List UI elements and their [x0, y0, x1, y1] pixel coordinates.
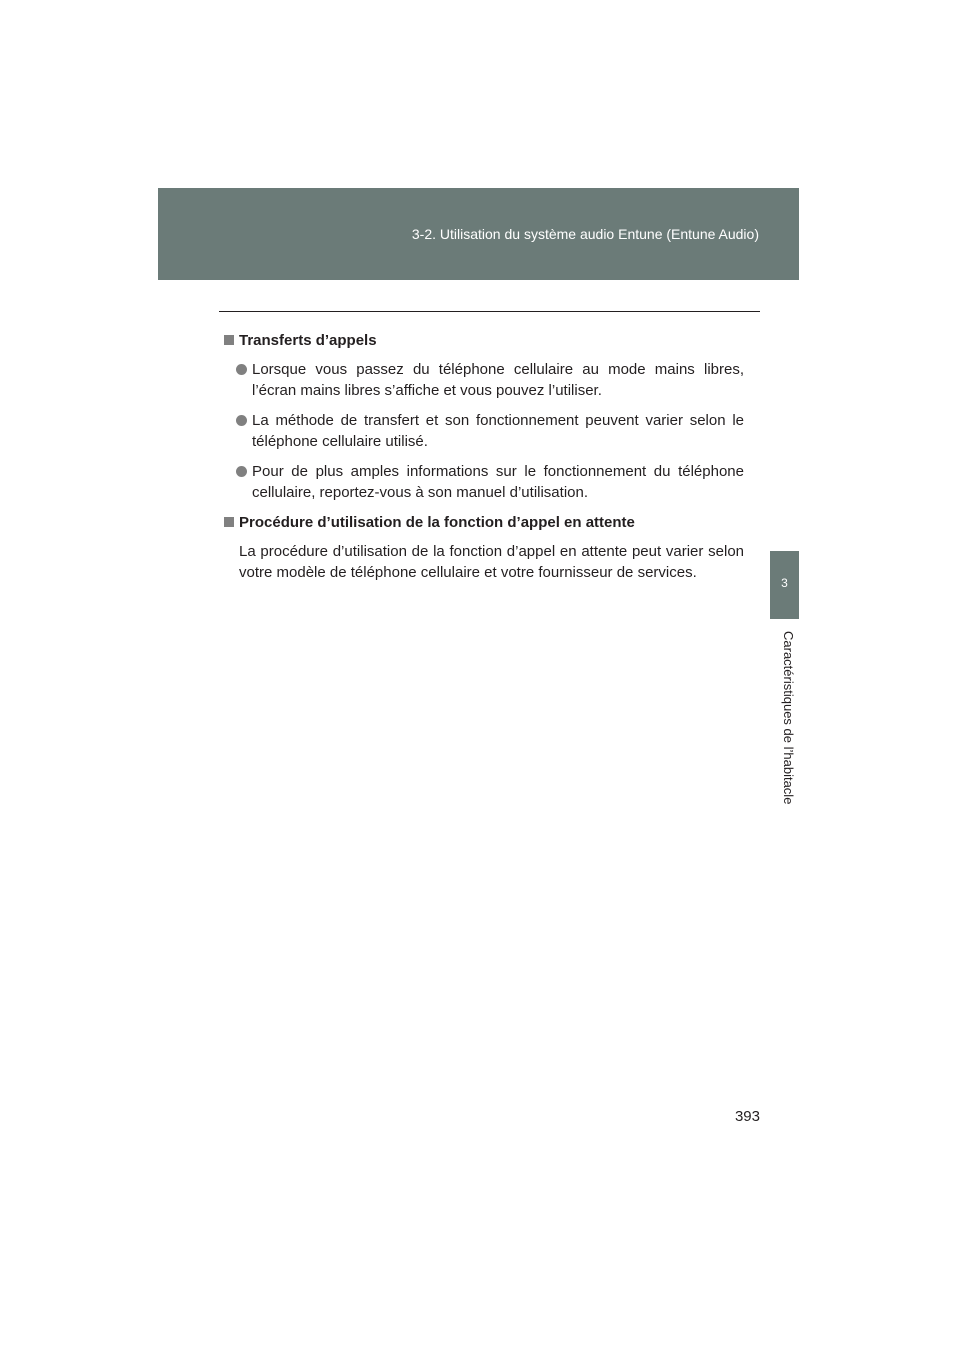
- section-breadcrumb: 3-2. Utilisation du système audio Entune (Entune Audio): [411, 226, 759, 242]
- list-item-text: Pour de plus amples informations sur le fonctionnement du téléphone cellulaire, reportez-vous à son manuel d’utilisation.: [252, 463, 744, 501]
- chapter-label: Caractéristiques de l’habitacle: [781, 631, 796, 805]
- circle-bullet-icon: [236, 415, 247, 426]
- list-item: [224, 461, 744, 503]
- list-item-text: La méthode de transfert et son fonctionnement peuvent varier selon le téléphone cellulaire utilisé.: [252, 412, 744, 450]
- chapter-number: 3: [781, 576, 788, 590]
- square-bullet-icon: [224, 517, 234, 527]
- section-paragraph: La procédure d’utilisation de la fonction d’appel en attente peut varier selon votre modèle de téléphone cellulaire et votre fournisseur de services.: [239, 543, 744, 581]
- page-content: [224, 330, 744, 592]
- square-bullet-icon: [224, 335, 234, 345]
- divider-rule: [219, 311, 760, 312]
- circle-bullet-icon: [236, 466, 247, 477]
- section-heading-text: Procédure d’utilisation de la fonction d’appel en attente: [239, 514, 635, 531]
- chapter-tab: [770, 551, 799, 619]
- list-item-text: Lorsque vous passez du téléphone cellulaire au mode mains libres, l’écran mains libres s’affiche et vous pouvez l’utiliser.: [252, 361, 744, 399]
- section-heading-transfer: [224, 330, 744, 351]
- list-item: [224, 359, 744, 401]
- chapter-header-band: [158, 188, 799, 280]
- page-number: 393: [734, 1108, 760, 1125]
- circle-bullet-icon: [236, 364, 247, 375]
- section-heading-waiting: [224, 512, 744, 533]
- list-item: [224, 410, 744, 452]
- section-heading-text: Transferts d’appels: [239, 332, 377, 349]
